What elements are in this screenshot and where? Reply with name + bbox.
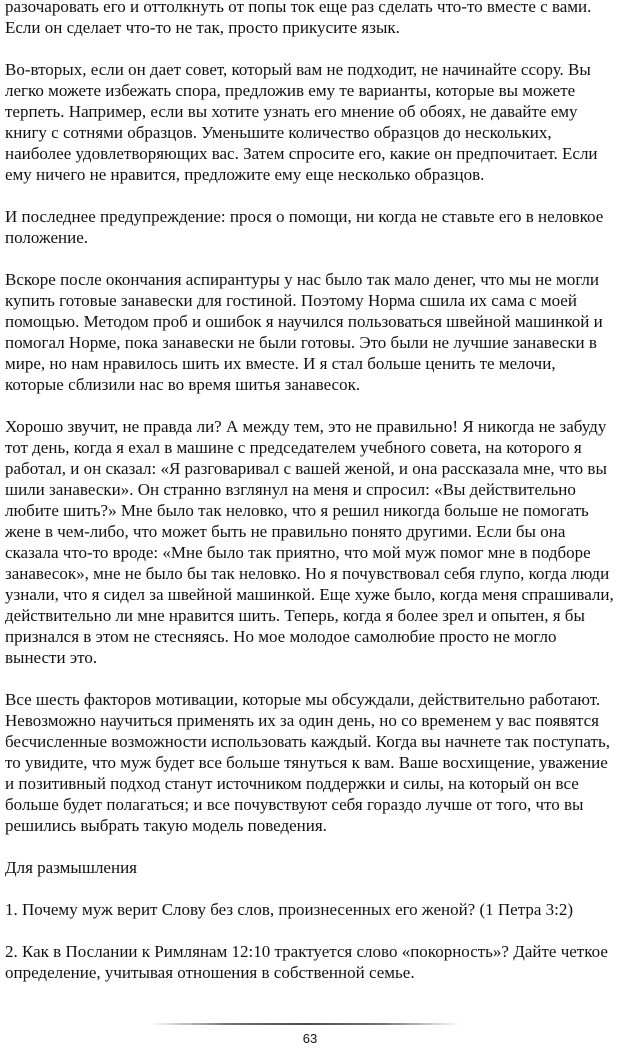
paragraph-curtains-reflection: Хорошо звучит, не правда ли? А между тем, это не правильно! Я никогда не забуду тот день, когда я ехал в машине с председателем учебного совета, на которого я работал, и он сказал: «Я разговаривал с вашей женой, и она рассказала мне, что вы шили занавески». Он странно взглянул на меня и спросил: «Вы действительно любите шить?» Мне было так неловко, что я решил никогда больше не помогать жене в чем-либо, что может быть не правильно понято другими. Если бы она сказала что-то вроде: «Мне было так приятно, что мой муж помог мне в подборе занавесок», мне не было бы так неловко. Но я почувствовал себя глупо, когда люди узнали, что я сидел за швейной машинкой. Еще хуже было, когда меня спрашивали, действительно ли мне нравится шить. Теперь, когда я более зрел и опытен, я бы признался в этом не стесняясь. Но мое молодое самолюбие просто не могло вынести это. — [5, 417, 614, 667]
paragraph-curtains-story: Вскоре после окончания аспирантуры у нас было так мало денег, что мы не могли купить готовые занавески для гостиной. Поэтому Норма сшила их сама с моей помощью. Методом проб и ошибок я научился пользоваться швейной машинкой и помогал Норме, пока занавески не были готовы. Это были не лучшие занавески в мире, но нам нравилось шить их вместе. И я стал больше ценить те мелочи, которые сблизили нас во время шитья занавесок. — [5, 270, 603, 394]
question-1: 1. Почему муж верит Слову без слов, произнесенных его женой? (1 Петра 3:2) — [5, 900, 574, 919]
page-number: 63 — [302, 1031, 318, 1046]
footer-divider — [150, 1023, 460, 1025]
section-heading-reflection: Для размышления — [5, 858, 137, 877]
paragraph-motivation-summary: Все шесть факторов мотивации, которые мы обсуждали, действительно работают. Невозможно научиться применять их за один день, но со временем у вас появятся бесчисленные возможности использовать каждый. Когда вы начнете так поступать, то увидите, что муж будет все больше тянуться к вам. Ваше восхищение, уважение и позитивный подход станут источником поддержки и силы, на который он все больше будет полагаться; и все почувствуют себя гораздо лучше от того, что вы решились выбрать такую модель поведения. — [5, 690, 610, 835]
paragraph-advice: Во-вторых, если он дает совет, который вам не подходит, не начинайте ссору. Вы легко можете избежать спора, предложив ему те варианты, которые вы можете терпеть. Например, если вы хотите узнать его мнение об обоях, не давайте ему книгу с сотнями образцов. Уменьшите количество образцов до нескольких, наиболее удовлетворяющих вас. Затем спросите его, какие он предпочитает. Если ему ничего не нравится, предложите ему еще несколько образцов. — [5, 60, 598, 184]
text-body — [5, 0, 617, 1004]
question-2: 2. Как в Послании к Римлянам 12:10 трактуется слово «покорность»? Дайте четкое определение, учитывая отношения в собственной семье. — [5, 942, 608, 982]
paragraph-continuation: разочаровать его и оттолкнуть от попы ток еще раз сделать что-то вместе с вами. Если он сделает что-то не так, просто прикусите язык. — [5, 0, 592, 37]
paragraph-warning: И последнее предупреждение: прося о помощи, ни когда не ставьте его в неловкое положение. — [5, 207, 604, 247]
